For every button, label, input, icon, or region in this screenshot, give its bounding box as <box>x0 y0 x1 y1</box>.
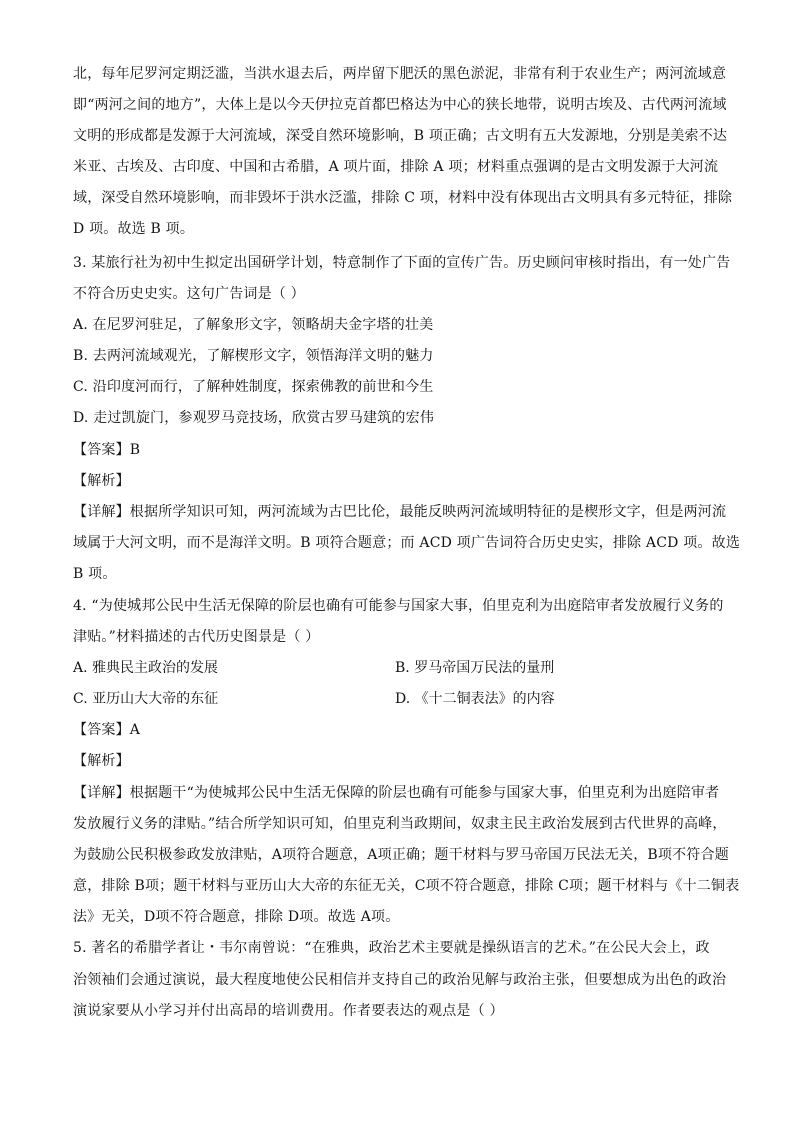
text-line: 北，每年尼罗河定期泛滥，当洪水退去后，两岸留下肥沃的黑色淤泥，非常有利于农业生产；两河流域意 <box>73 66 727 82</box>
question-3-stem: 不符合历史史实。这句广告词是（ ） <box>73 286 305 302</box>
explanation-line: 【详解】根据所学知识可知，两河流域为古巴比伦，最能反映两河流域明特征的是楔形文字，但是两河流 <box>73 504 727 520</box>
answer-label: 【答案】B <box>73 442 141 458</box>
text-line: D 项。故选 B 项。 <box>73 221 195 237</box>
analysis-label: 【解析】 <box>73 473 130 489</box>
text-line: 域，深受自然环境影响，而非毁坏于洪水泛滥，排除 C 项，材料中没有体现出古文明具有多元特征，排除 <box>73 190 733 206</box>
analysis-label: 【解析】 <box>73 753 130 769</box>
question-4-option-c: C. 亚历山大大帝的东征 <box>73 691 219 707</box>
text-line: 米亚、古埃及、古印度、中国和古希腊，A 项片面，排除 A 项；材料重点强调的是古文明发源于大河流 <box>73 159 719 175</box>
question-3-option-b: B. 去两河流域观光，了解楔形文字，领悟海洋文明的魅力 <box>73 348 434 364</box>
explanation-line: 法》无关，D项不符合题意，排除 D项。故选 A项。 <box>73 909 400 925</box>
question-3-stem: 3. 某旅行社为初中生拟定出国研学计划，特意制作了下面的宣传广告。历史顾问审核时指出，有一处广告 <box>73 255 731 271</box>
question-4-stem: 津贴。”材料描述的古代历史图景是（ ） <box>73 629 320 645</box>
question-4-option-b: B. 罗马帝国万民法的量刑 <box>395 660 555 676</box>
question-3-option-c: C. 沿印度河而行，了解种姓制度，探索佛教的前世和今生 <box>73 379 434 395</box>
question-5-stem: 治领袖们会通过演说，最大程度地使公民相信并支持自己的政治见解与政治主张，但要想成为出色的政治 <box>73 972 727 988</box>
question-4-option-d: D. 《十二铜表法》的内容 <box>395 691 555 707</box>
explanation-line: 域属于大河文明，而不是海洋文明。B 项符合题意；而 ACD 项广告词符合历史史实，排除 ACD 项。故选 <box>73 535 741 551</box>
text-line: 文明的形成都是发源于大河流域，深受自然环境影响，B 项正确；古文明有五大发源地，分别是美索不达 <box>73 128 728 144</box>
explanation-line: 为鼓励公民积极参政发放津贴，A项符合题意，A项正确；题干材料与罗马帝国万民法无关，B项不符合题 <box>73 847 729 863</box>
question-3-option-a: A. 在尼罗河驻足，了解象形文字，领略胡夫金字塔的壮美 <box>73 317 434 333</box>
answer-label: 【答案】A <box>73 722 141 738</box>
explanation-line: 意，排除 B项；题干材料与亚历山大大帝的东征无关，C项不符合题意，排除 C项；题干材料与《十二铜表 <box>73 878 740 894</box>
explanation-line: 发放履行义务的津贴。”结合所学知识可知，伯里克利当政期间，奴隶主民主政治发展到古代世界的高峰， <box>73 816 727 832</box>
text-line: 即“两河之间的地方”，大体上是以今天伊拉克首都巴格达为中心的狭长地带，说明古埃及、古代两河流域 <box>73 97 727 113</box>
explanation-line: 【详解】根据题干“为使城邦公民中生活无保障的阶层也确有可能参与国家大事，伯里克利为出庭陪审者 <box>73 785 720 801</box>
question-5-stem: 5. 著名的希腊学者让・韦尔南曾说：“在雅典，政治艺术主要就是操纵语言的艺术。”在公民大会上，政 <box>73 940 710 956</box>
question-5-stem: 演说家要从小学习并付出高昂的培训费用。作者要表达的观点是（ ） <box>73 1003 504 1019</box>
question-4-option-a: A. 雅典民主政治的发展 <box>73 660 219 676</box>
explanation-line: B 项。 <box>73 566 117 582</box>
question-4-stem: 4. “为使城邦公民中生活无保障的阶层也确有可能参与国家大事，伯里克利为出庭陪审者发放履行义务的 <box>73 598 724 614</box>
question-3-option-d: D. 走过凯旋门，参观罗马竞技场，欣赏古罗马建筑的宏伟 <box>73 410 435 426</box>
